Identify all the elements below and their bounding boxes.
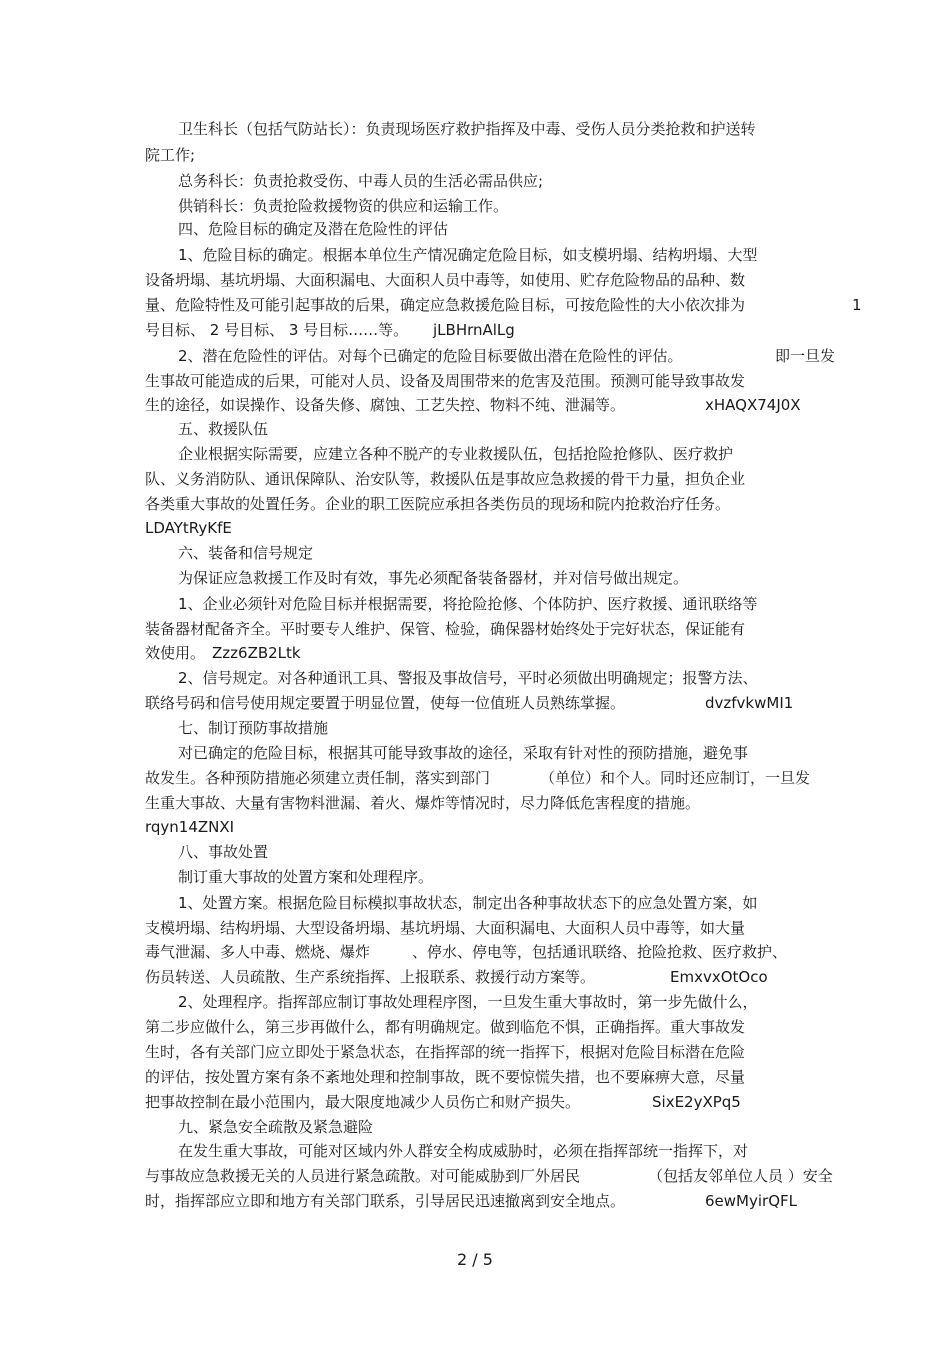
section-heading: 七、制订预防事故措施 (178, 719, 329, 737)
section-heading: 六、装备和信号规定 (178, 544, 314, 562)
text-line: 效使用。 (145, 644, 206, 662)
text-line: 队、义务消防队、通讯保障队、治安队等，救援队伍是事故应急救援的骨干力量，担负企业 (145, 470, 746, 488)
watermark-code: 6ewMyirQFL (705, 1192, 797, 1210)
section-heading: 九、紧急安全疏散及紧急避险 (178, 1118, 374, 1136)
text-line: 对已确定的危险目标，根据其可能导致事故的途径，采取有针对性的预防措施，避免事 (178, 744, 749, 762)
text-line: 装备器材配备齐全。平时要专人维护、保管、检验，确保器材始终处于完好状态，保证能有 (145, 620, 746, 638)
text-line: 联络号码和信号使用规定要置于明显位置，使每一位值班人员熟练掌握。 (145, 694, 626, 712)
text-line: 把事故控制在最小范围内，最大限度地减少人员伤亡和财产损失。 (145, 1093, 581, 1111)
text-line: 为保证应急救援工作及时有效，事先必须配备装备器材，并对信号做出规定。 (178, 569, 689, 587)
watermark-code: EmxvxOtOco (670, 968, 768, 986)
text-line: 毒气泄漏、多人中毒、燃烧、爆炸 (145, 943, 371, 961)
watermark-code: Zzz6ZB2Ltk (212, 644, 301, 662)
text-line: 制订重大事故的处置方案和处理程序。 (178, 868, 434, 886)
watermark-code: xHAQX74J0X (705, 396, 801, 414)
text-line: 院工作; (145, 146, 196, 164)
text-fragment: 、停水、停电等，包括通讯联络、抢险抢救、医疗救护、 (412, 943, 788, 961)
section-heading: 五、救援队伍 (178, 420, 269, 438)
text-line: 时，指挥部应立即和地方有关部门联系，引导居民迅速撤离到安全地点。 (145, 1192, 626, 1210)
text-line: 1、企业必须针对危险目标并根据需要，将抢险抢修、个体防护、医疗救援、通讯联络等 (178, 595, 758, 613)
text-line: 2、处理程序。指挥部应制订事故处理程序图，一旦发生重大事故时，第一步先做什么， (178, 993, 758, 1011)
watermark-code: dvzfvkwMI1 (705, 694, 794, 712)
text-line: 的评估，按处置方案有条不紊地处理和控制事故，既不要惊慌失措，也不要麻痹大意，尽量 (145, 1068, 746, 1086)
text-line: 卫生科长（包括气防站长）：负责现场医疗救护指挥及中毒、受伤人员分类抢救和护送转 (178, 120, 756, 138)
text-line: 各类重大事故的处置任务。企业的职工医院应承担各类伤员的现场和院内抢救治疗任务。 (145, 495, 731, 513)
text-line: 2、潜在危险性的评估。对每个已确定的危险目标要做出潜在危险性的评估。 (178, 347, 683, 365)
text-line: 第二步应做什么，第三步再做什么，都有明确规定。做到临危不惧，正确指挥。重大事故发 (145, 1018, 746, 1036)
page-number: 2 / 5 (457, 1250, 493, 1269)
text-fragment: （包括友邻单位人员 ）安全 (648, 1167, 833, 1185)
text-line: 1、危险目标的确定。根据本单位生产情况确定危险目标，如支模坍塌、结构坍塌、大型 (178, 246, 758, 264)
text-line: 生时，各有关部门应立即处于紧急状态，在指挥部的统一指挥下，根据对危险目标潜在危险 (145, 1043, 746, 1061)
text-line: 生事故可能造成的后果，可能对人员、设备及周围带来的危害及范围。预测可能导致事故发 (145, 372, 746, 390)
watermark-code: LDAYtRyKfE (145, 519, 232, 537)
text-fragment: （单位）和个人。同时还应制订，一旦发 (540, 769, 811, 787)
watermark-code: rqyn14ZNXI (145, 818, 235, 836)
text-line: 2、信号规定。对各种通讯工具、警报及事故信号，平时必须做出明确规定；报警方法、 (178, 669, 758, 687)
text-line: 生重大事故、大量有害物料泄漏、着火、爆炸等情况时，尽力降低危害程度的措施。 (145, 794, 701, 812)
watermark-code: SixE2yXPq5 (652, 1093, 741, 1111)
text-line: 与事故应急救援无关的人员进行紧急疏散。对可能威胁到厂外居民 (145, 1167, 581, 1185)
text-line: 伤员转送、人员疏散、生产系统指挥、上报联系、救援行动方案等。 (145, 968, 596, 986)
text-line: 量、危险特性及可能引起事故的后果，确定应急救援危险目标，可按危险性的大小依次排为 (145, 296, 746, 314)
text-line: 企业根据实际需要，应建立各种不脱产的专业救援队伍，包括抢险抢修队、医疗救护 (178, 445, 734, 463)
text-line: 总务科长：负责抢救受伤、中毒人员的生活必需品供应; (178, 172, 544, 190)
text-fragment: 1 (852, 296, 862, 314)
text-line: 设备坍塌、基坑坍塌、大面积漏电、大面积人员中毒等，如使用、贮存危险物品的品种、数 (145, 271, 746, 289)
section-heading: 四、危险目标的确定及潜在危险性的评估 (178, 220, 449, 238)
text-line: 故发生。各种预防措施必须建立责任制，落实到部门 (145, 769, 491, 787)
text-line: 在发生重大事故，可能对区域内外人群安全构成威胁时，必须在指挥部统一指挥下，对 (178, 1142, 749, 1160)
text-fragment: 即一旦发 (775, 347, 836, 365)
text-line: 支模坍塌、结构坍塌、大型设备坍塌、基坑坍塌、大面积漏电、大面积人员中毒等，如大量 (145, 919, 746, 937)
text-line: 号目标、 2 号目标、 3 号目标……等。 (145, 321, 409, 339)
section-heading: 八、事故处置 (178, 843, 269, 861)
text-line: 供销科长：负责抢险救援物资的供应和运输工作。 (178, 197, 509, 215)
watermark-code: jLBHrnAlLg (433, 321, 515, 339)
text-line: 1、处置方案。根据危险目标模拟事故状态，制定出各种事故状态下的应急处置方案，如 (178, 894, 758, 912)
text-line: 生的途径，如误操作、设备失修、腐蚀、工艺失控、物料不纯、泄漏等。 (145, 396, 626, 414)
